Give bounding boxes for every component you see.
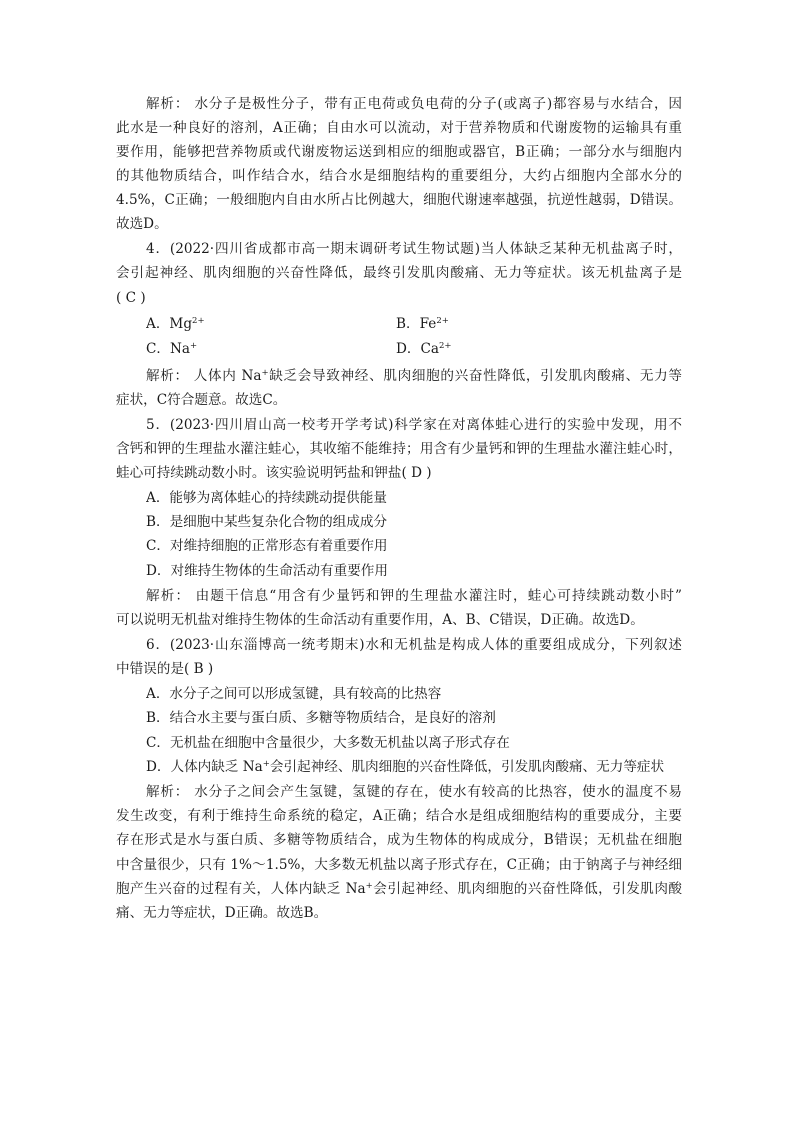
explanation-q4-prefix: 解析： 人体内 Na <box>146 368 262 384</box>
explanation-q6-line-1: 解析： 水分子之间会产生氢键，氢键的存在，使水有较高的比热容，使水的温度不易 <box>146 784 682 800</box>
explanation-q6-rest: 会引起神经、肌肉细胞的兴奋性降低，引发肌肉酸 <box>372 881 682 897</box>
question-4-stem-line-2: 会引起神经、肌肉细胞的兴奋性降低，最终引发肌肉酸痛、无力等症状。该无机盐离子是 <box>116 265 682 281</box>
question-6-stem-line-1: 6．(2023·山东淄博高一统考期末)水和无机盐是构成人体的重要组成成分，下列叙述 <box>146 637 682 653</box>
option-b-text: B．Fe <box>396 316 437 332</box>
explanation-q6-line-3: 存在形式是水与蛋白质、多糖等物质结合，成为生物体的构成成分，B错误；无机盐在细胞 <box>116 832 682 848</box>
option-c-text: C．Na <box>146 341 190 357</box>
explanation-q5-line-1: 解析： 由题干信息“用含有少量钙和钾的生理盐水灌注时，蛙心可持续跳动数小时” <box>146 588 682 604</box>
explanation-q4-line-1 <box>146 366 682 386</box>
explanation-q3-line-3: 要作用，能够把营养物质或代谢废物运送到相应的细胞或器官，B正确；一部分水与细胞内 <box>116 144 682 160</box>
question-6-stem-line-2: 中错误的是( B ) <box>116 661 214 677</box>
option-a-text: A．Mg <box>146 316 193 332</box>
question-5-stem-line-3: 蛙心可持续跳动数小时。该实验说明钙盐和钾盐( D ) <box>116 465 432 481</box>
question-4-option-d <box>396 339 682 359</box>
explanation-q4-rest: 缺乏会导致神经、肌肉细胞的兴奋性降低，引发肌肉酸痛、无力等 <box>268 368 682 384</box>
explanation-q6-line-5 <box>116 879 682 899</box>
explanation-q6-prefix: 胞产生兴奋的过程有关，人体内缺乏 Na <box>116 881 366 897</box>
question-4-option-b <box>396 314 682 334</box>
option-d-charge: 2+ <box>439 341 452 351</box>
question-6-option-d <box>146 757 682 777</box>
explanation-q3-line-2: 此水是一种良好的溶剂，A正确；自由水可以流动，对于营养物质和代谢废物的运输具有重 <box>116 120 682 136</box>
explanation-q3-line-4: 的其他物质结合，叫作结合水，结合水是细胞结构的重要组分，大约占细胞内全部水分的 <box>116 168 682 184</box>
option-b-charge: 2+ <box>436 316 449 326</box>
question-5-option-d: D．对维持生物体的生命活动有重要作用 <box>146 563 388 579</box>
option-d-text: D．Ca <box>396 341 439 357</box>
explanation-q5-line-2: 可以说明无机盐对维持生物体的生命活动有重要作用，A、B、C错误，D正确。故选D。 <box>116 612 644 628</box>
question-5-option-c: C．对维持细胞的正常形态有着重要作用 <box>146 538 388 554</box>
question-6-option-c: C．无机盐在细胞中含量很少，大多数无机盐以离子形式存在 <box>146 735 510 751</box>
option-d-prefix: D．人体内缺乏 Na <box>146 759 263 775</box>
explanation-q3-line-6: 故选D。 <box>116 216 168 232</box>
explanation-q4-charge: + <box>261 368 269 378</box>
option-d-charge: + <box>262 759 270 769</box>
option-c-charge: + <box>190 341 198 351</box>
explanation-q6-line-6: 痛、无力等症状，D正确。故选B。 <box>116 905 328 921</box>
option-d-rest: 会引起神经、肌肉细胞的兴奋性降低，引发肌肉酸痛、无力等症状 <box>269 759 665 775</box>
question-4-answer: ( C ) <box>116 290 146 306</box>
question-5-option-a: A．能够为离体蛙心的持续跳动提供能量 <box>146 490 387 506</box>
question-4-stem-line-1: 4．(2022·四川省成都市高一期末调研考试生物试题)当人体缺乏某种无机盐离子时， <box>146 241 682 257</box>
explanation-q6-line-4: 中含量很少，只有 1%～1.5%，大多数无机盐以离子形式存在，C正确；由于钠离子与神经细 <box>116 857 682 873</box>
question-5-stem-line-1: 5．(2023·四川眉山高一校考开学考试)科学家在对离体蛙心进行的实验中发现，用不 <box>146 417 682 433</box>
option-a-charge: 2+ <box>192 316 205 326</box>
question-5-stem-line-2: 含钙和钾的生理盐水灌注蛙心，其收缩不能维持；用含有少量钙和钾的生理盐水灌注蛙心时， <box>116 441 682 457</box>
explanation-q3-line-1: 解析： 水分子是极性分子，带有正电荷或负电荷的分子(或离子)都容易与水结合，因 <box>146 96 682 112</box>
explanation-q4-line-2: 症状，C符合题意。故选C。 <box>116 392 287 408</box>
question-6-option-b: B．结合水主要与蛋白质、多糖等物质结合，是良好的溶剂 <box>146 710 496 726</box>
question-5-option-b: B．是细胞中某些复杂化合物的组成成分 <box>146 514 388 530</box>
explanation-q6-line-2: 发生改变，有利于维持生命系统的稳定，A正确；结合水是组成细胞结构的重要成分，主要 <box>116 808 682 824</box>
explanation-q6-charge: + <box>365 881 373 891</box>
question-4-option-c <box>146 339 386 359</box>
question-4-option-a <box>146 314 386 334</box>
question-6-option-a: A．水分子之间可以形成氢键，具有较高的比热容 <box>146 686 442 702</box>
explanation-q3-line-5: 4.5%，C正确；一般细胞内自由水所占比例越大，细胞代谢速率越强，抗逆性越弱，D错误。 <box>116 192 682 208</box>
